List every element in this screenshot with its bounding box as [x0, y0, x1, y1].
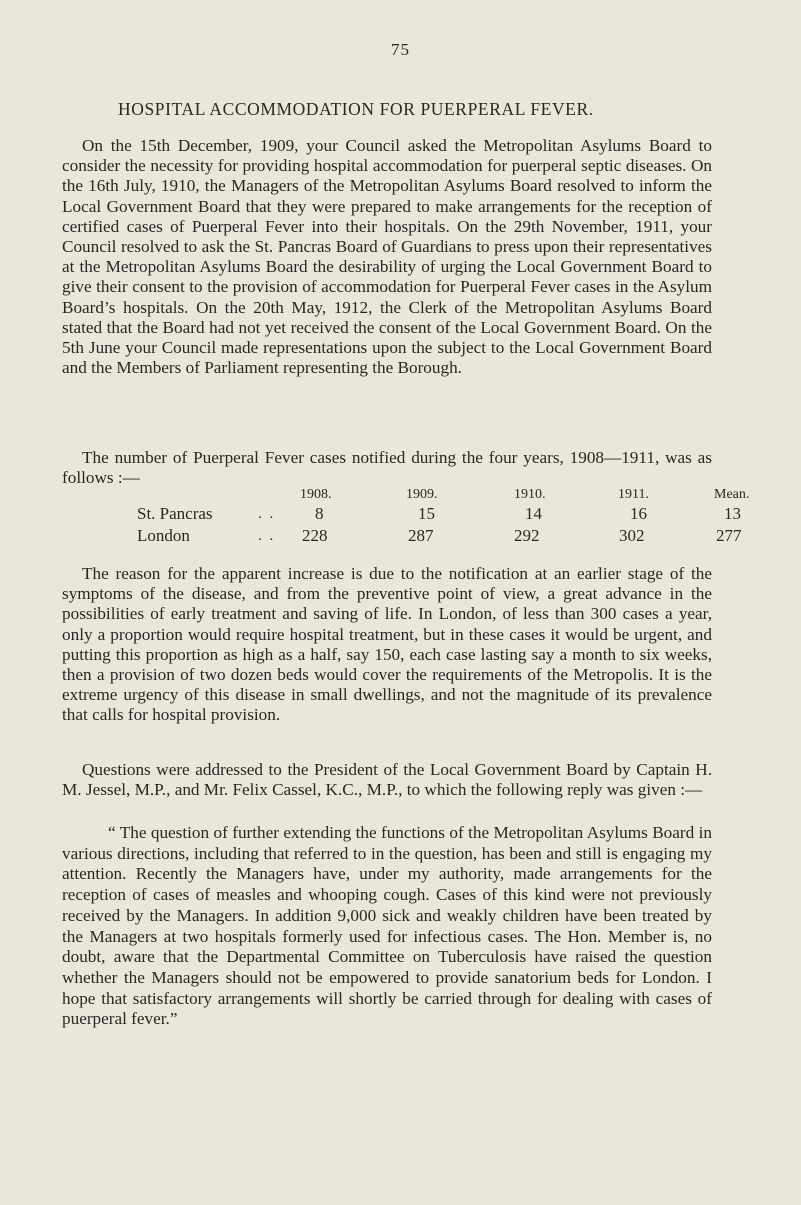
- row-label-london: London: [137, 526, 190, 545]
- column-header-mean: Mean.: [714, 487, 750, 502]
- table-cell: 8: [315, 504, 324, 523]
- table-cell: 15: [418, 504, 435, 523]
- table-cell: 302: [619, 526, 645, 545]
- paragraph-questions: Questions were addressed to the President of the Local Government Board by Captain H. M. Jessel, M.P., and Mr. Felix Cassel, K.C., M.P., to which the following reply was given :—: [62, 760, 712, 800]
- row-leader-dots: . .: [258, 528, 276, 544]
- table-cell: 287: [408, 526, 434, 545]
- column-header-1908: 1908.: [300, 487, 332, 502]
- column-header-1911: 1911.: [618, 487, 649, 502]
- row-leader-dots: . .: [258, 506, 276, 522]
- page-number: 75: [391, 40, 410, 59]
- paragraph-history: On the 15th December, 1909, your Council asked the Metropolitan Asylums Board to consider the necessity for providing hospital accommodation for puerperal septic diseases. On the 16th July, 1910, the Managers of the Metropolitan Asylums Board resolved to inform the Local Government Board that they were prepared to make arrangements for the reception of certified cases of Puerperal Fever into their hospitals. On the 29th November, 1911, your Council resolved to ask the St. Pancras Board of Guardians to press upon their representatives at the Metropolitan Asylums Board the desirability of urging the Local Government Board to give their consent to the provision of accommodation for Puerperal Fever cases in the Asylum Board’s hospitals. On the 20th May, 1912, the Clerk of the Metropolitan Asylums Board stated that the Board had not yet received the consent of the Local Government Board. On the 5th June your Council made representations upon the subject to the Local Government Board and the Members of Parliament representing the Borough.: [62, 136, 712, 378]
- row-label-st-pancras: St. Pancras: [137, 504, 213, 523]
- table-cell: 16: [630, 504, 647, 523]
- reply-quotation: “ The question of further extending the functions of the Metropolitan Asylums Board in various directions, including that referred to in the question, has been and still is engaging my attention. Recently the Managers have, under my authority, made arrangements for the reception of cases of measles and whooping cough. Cases of this kind were not previously received by the Managers. In addition 9,000 sick and weakly children have been treated by the Managers at two hospitals formerly used for infectious cases. The Hon. Member is, no doubt, aware that the Departmental Committee on Tuberculosis have raised the question whether the Managers should not be empowered to provide sanatorium beds for London. I hope that satisfactory arrangements will shortly be carried through for dealing with cases of puerperal fever.”: [62, 823, 712, 1029]
- table-cell: 277: [716, 526, 742, 545]
- column-header-1909: 1909.: [406, 487, 438, 502]
- table-cell: 292: [514, 526, 540, 545]
- paragraph-cases-intro: The number of Puerperal Fever cases notified during the four years, 1908—1911, was as follows :—: [62, 448, 712, 488]
- section-title: HOSPITAL ACCOMMODATION FOR PUERPERAL FEVER.: [118, 99, 594, 119]
- table-cell: 13: [724, 504, 741, 523]
- table-cell: 14: [525, 504, 542, 523]
- paragraph-reason: The reason for the apparent increase is due to the notification at an earlier stage of the symptoms of the disease, and from the preventive point of view, a great advance in the possibilities of early treatment and saving of life. In London, of less than 300 cases a year, only a proportion would require hospital treatment, but in these cases it would be urgent, and putting this proportion as high as a half, say 150, each case lasting say a month to six weeks, then a provision of two dozen beds would cover the requirements of the Metropolis. It is the extreme urgency of this disease in small dwellings, and not the magnitude of its prevalence that calls for hospital provision.: [62, 564, 712, 725]
- table-cell: 228: [302, 526, 328, 545]
- column-header-1910: 1910.: [514, 487, 546, 502]
